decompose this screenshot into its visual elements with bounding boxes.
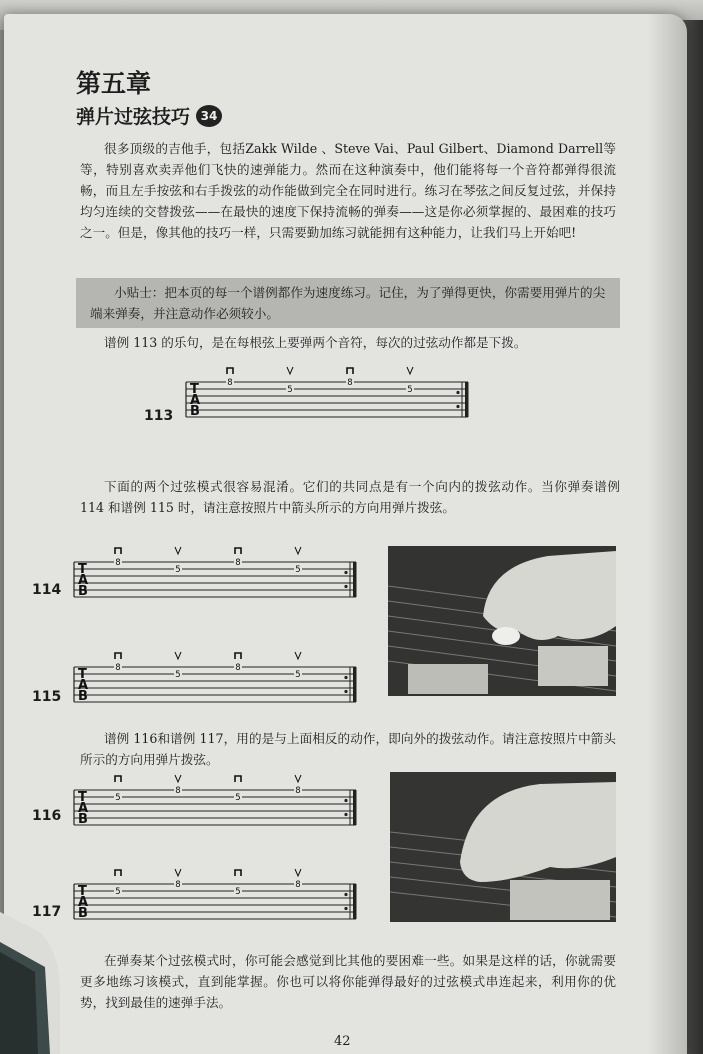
tab-clef-letter: A [78, 573, 89, 588]
up-stroke-icon [407, 367, 413, 374]
tab-clef-letter: T [190, 382, 199, 397]
repeat-dot [344, 690, 347, 693]
photo-inward-pick-image [388, 546, 616, 696]
down-stroke-icon [115, 870, 121, 876]
fret-number: 8 [295, 880, 301, 890]
tab-clef-letter: T [78, 884, 87, 899]
example-number: 117 [32, 904, 62, 920]
example-116-description: 谱例 116和谱例 117，用的是与上面相反的动作，即向外的拨弦动作。请注意按照片中箭头所示的方向用弹片拨弦。 [80, 731, 616, 767]
fret-number: 5 [235, 887, 241, 897]
tab-example-115 [32, 649, 362, 719]
down-stroke-icon [115, 776, 121, 782]
tab-clef-letter: A [78, 801, 89, 816]
up-stroke-icon [295, 869, 301, 876]
fret-number: 8 [175, 786, 181, 796]
example-number: 115 [32, 689, 62, 705]
repeat-dot [344, 893, 347, 896]
fret-number: 8 [295, 786, 301, 796]
section-title [76, 102, 222, 129]
tab-clef-letter: T [78, 667, 87, 682]
photo-outward-pick [390, 772, 616, 922]
repeat-dot [344, 799, 347, 802]
end-barline-thick [353, 562, 357, 597]
fret-number: 5 [115, 887, 121, 897]
fret-number: 5 [235, 793, 241, 803]
fret-number: 8 [235, 663, 241, 673]
fret-number: 5 [295, 565, 301, 575]
repeat-dot [344, 813, 347, 816]
section-title-text: 弹片过弦技巧 [76, 106, 191, 128]
photo-inward-pick [388, 546, 616, 696]
end-barline-thick [353, 667, 357, 702]
tab-clef-letter: A [190, 393, 201, 408]
example-114-description: 下面的两个过弦模式很容易混淆。它们的共同点是有一个向内的拨弦动作。当你弹奏谱例 114 和谱例 115 时，请注意按照片中箭头所示的方向用弹片拨弦。 [80, 479, 620, 515]
photo-outward-pick-image [390, 772, 616, 922]
repeat-dot [344, 571, 347, 574]
up-stroke-icon [295, 547, 301, 554]
tab-staff [32, 772, 362, 842]
fret-number: 8 [347, 378, 353, 388]
corner-object [0, 912, 70, 1054]
tip-text: 小贴士：把本页的每一个谱例都作为速度练习。记住，为了弹得更快，你需要用弹片的尖端来弹奏，并注意动作必须较小。 [90, 285, 606, 321]
example-number: 113 [144, 408, 174, 424]
down-stroke-icon [347, 368, 353, 374]
up-stroke-icon [175, 652, 181, 659]
tip-box [76, 278, 620, 328]
tab-example-116 [32, 772, 362, 842]
fret-number: 8 [175, 880, 181, 890]
up-stroke-icon [295, 775, 301, 782]
fret-number: 5 [407, 385, 413, 395]
up-stroke-icon [175, 547, 181, 554]
repeat-dot [456, 405, 459, 408]
up-stroke-icon [175, 869, 181, 876]
repeat-dot [456, 391, 459, 394]
tab-clef-letter: B [78, 812, 88, 827]
tab-clef-letter: A [78, 895, 89, 910]
tab-staff [144, 364, 474, 434]
example-number: 114 [32, 582, 62, 598]
example-number: 116 [32, 808, 62, 824]
fret-number: 5 [175, 565, 181, 575]
fret-number: 8 [115, 558, 121, 568]
down-stroke-icon [235, 776, 241, 782]
repeat-dot [344, 676, 347, 679]
repeat-dot [344, 907, 347, 910]
up-stroke-icon [295, 652, 301, 659]
book-page [4, 14, 687, 1054]
down-stroke-icon [227, 368, 233, 374]
tab-staff [32, 866, 362, 936]
tab-clef-letter: T [78, 562, 87, 577]
tab-staff [32, 649, 362, 719]
down-stroke-icon [235, 548, 241, 554]
up-stroke-icon [287, 367, 293, 374]
tab-clef-letter: B [190, 404, 200, 419]
tab-clef-letter: B [78, 584, 88, 599]
tab-clef-letter: T [78, 790, 87, 805]
closing-paragraph: 在弹奏某个过弦模式时，你可能会感觉到比其他的要困难一些。如果是这样的话，你就需要更多地练习该模式，直到能掌握。你也可以将你能弹得最好的过弦模式串连起来，利用你的优势，找到最佳的速弹手法。 [80, 953, 616, 1010]
down-stroke-icon [115, 653, 121, 659]
end-barline-thick [465, 382, 469, 417]
end-barline-thick [353, 790, 357, 825]
end-barline-thick [353, 884, 357, 919]
tab-example-114 [32, 544, 362, 614]
fret-number: 8 [227, 378, 233, 388]
fret-number: 5 [175, 670, 181, 680]
repeat-dot [344, 585, 347, 588]
page-number: 42 [334, 1034, 351, 1049]
track-badge: 34 [196, 105, 222, 127]
tab-clef-letter: A [78, 678, 89, 693]
up-stroke-icon [175, 775, 181, 782]
tab-staff [32, 544, 362, 614]
chapter-title: 第五章 [76, 69, 152, 98]
down-stroke-icon [235, 870, 241, 876]
tab-example-117 [32, 866, 362, 936]
tab-clef-letter: B [78, 906, 88, 921]
down-stroke-icon [235, 653, 241, 659]
down-stroke-icon [115, 548, 121, 554]
fret-number: 8 [115, 663, 121, 673]
fret-number: 5 [287, 385, 293, 395]
intro-paragraph: 很多顶级的吉他手，包括Zakk Wilde 、Steve Vai、Paul Gilbert、Diamond Darrell等等，特别喜欢卖弄他们飞快的速弹能力。然而在这种演奏中，他们能将每一个音符都弹得很流畅，而且左手按弦和右手拨弦的动作能做到完全在同时进行。练习在琴弦之间反复过弦，并保持均匀连续的交替拨弦——在最快的速度下保持流畅的弹奏——这是你必须掌握的、最困难的技巧之一。但是，像其他的技巧一样，只需要勤加练习就能拥有这种能力，让我们马上开始吧! [80, 141, 616, 240]
fret-number: 8 [235, 558, 241, 568]
tab-example-113 [144, 364, 474, 434]
fret-number: 5 [295, 670, 301, 680]
fret-number: 5 [115, 793, 121, 803]
tab-clef-letter: B [78, 689, 88, 704]
example-113-description: 谱例 113 的乐句，是在每根弦上要弹两个音符，每次的过弦动作都是下拨。 [104, 335, 527, 350]
